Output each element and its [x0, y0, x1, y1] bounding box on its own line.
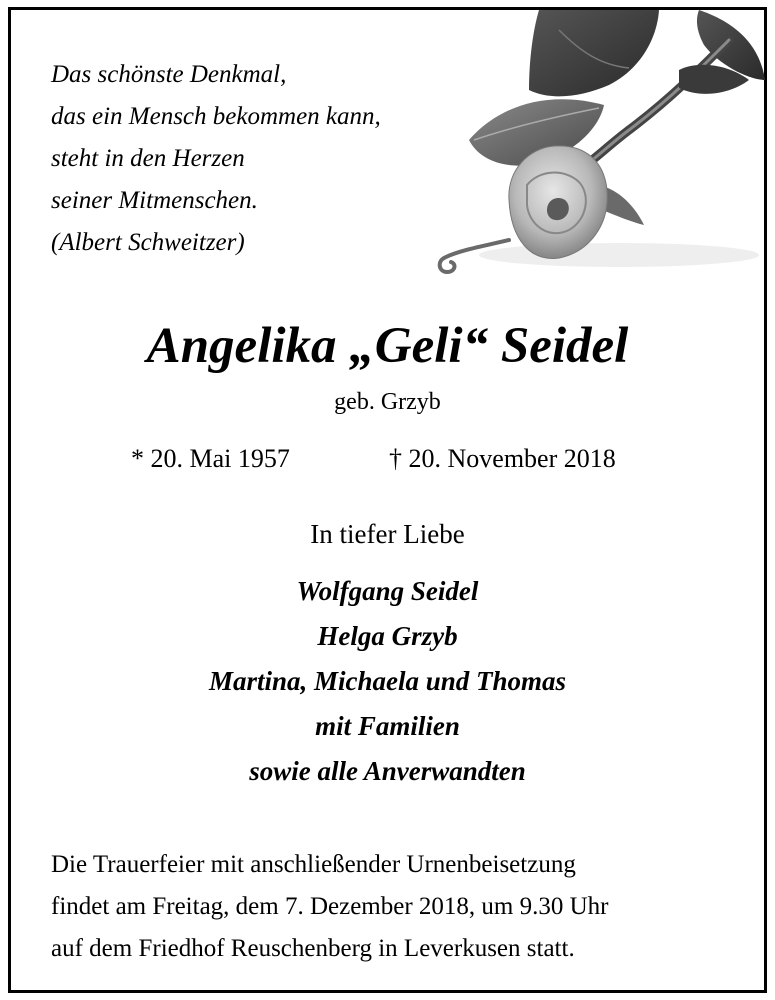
notice-line: findet am Freitag, dem 7. Dezember 2018, um 9.30 Uhr — [51, 893, 609, 920]
death-date: † 20. November 2018 — [389, 444, 616, 473]
quote-line: seiner Mitmenschen. — [51, 187, 258, 214]
mourner-name: Martina, Michaela und Thomas — [208, 666, 567, 696]
quote-block — [51, 54, 381, 264]
deceased-name: Angelika „Geli“ Seidel — [146, 318, 629, 374]
notice-line: auf dem Friedhof Reuschenberg in Leverkusen statt. — [51, 935, 575, 962]
birth-name: geb. Grzyb — [334, 389, 441, 415]
quote-line: Das schönste Denkmal, — [51, 61, 287, 88]
quote-line: steht in den Herzen — [51, 145, 245, 172]
mourner-name: sowie alle Anverwandten — [249, 756, 526, 786]
quote-line: das ein Mensch bekommen kann, — [51, 103, 381, 130]
obituary-frame — [8, 7, 767, 993]
in-love-heading: In tiefer Liebe — [310, 519, 465, 549]
quote-author: (Albert Schweitzer) — [51, 229, 245, 256]
mourners-list — [11, 569, 764, 794]
funeral-notice — [51, 844, 609, 970]
mourner-name: mit Familien — [315, 711, 460, 741]
notice-line: Die Trauerfeier mit anschließender Urnenbeisetzung — [51, 851, 576, 878]
mourner-name: Helga Grzyb — [317, 621, 458, 651]
rose-image — [429, 10, 765, 282]
birth-date: * 20. Mai 1957 — [131, 444, 290, 473]
mourner-name: Wolfgang Seidel — [296, 576, 479, 606]
